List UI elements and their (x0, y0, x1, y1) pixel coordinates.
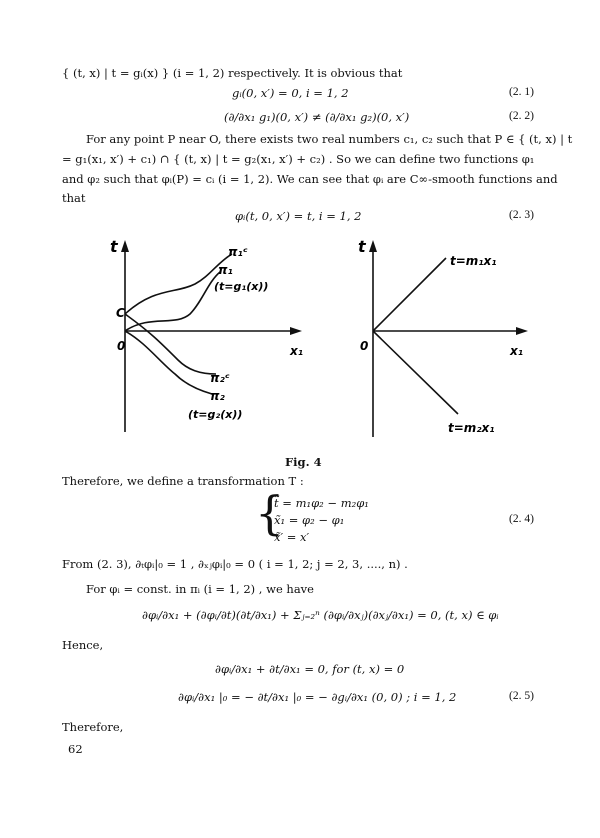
curve-pi2c (125, 314, 216, 374)
page-number: 62 (68, 742, 83, 756)
equation-number-2-1: (2. 1) (509, 86, 534, 98)
paragraph-line: = g₁(x₁, x′) + c₁) ∩ { (t, x) | t = g₂(x₁, x′) + c₂) . So we can define two functions φ₁ (62, 152, 535, 166)
right-plot (358, 237, 528, 437)
equation-number-2-3: (2. 3) (509, 209, 534, 221)
equation-number-2-5: (2. 5) (509, 690, 534, 702)
curve-pi2 (125, 331, 212, 394)
equation-number-2-4: (2. 4) (509, 513, 534, 525)
pi2c-label: π₂ᶜ (210, 371, 230, 385)
paragraph-therefore: Therefore, (62, 720, 124, 734)
left-axis-label-t: t (110, 237, 118, 256)
left-origin-label: 0 (117, 339, 126, 353)
left-plot (110, 237, 303, 432)
right-x-axis-arrow (516, 327, 528, 335)
line-m1-label: t=m₁x₁ (450, 254, 497, 268)
paragraph-line: For any point P near O, there exists two real numbers c₁, c₂ such that P ∈ { (t, x) | t (86, 132, 573, 146)
pi2-equation-label: (t=g₂(x)) (188, 408, 243, 421)
paragraph-line: and φ₂ such that φᵢ(P) = cᵢ (i = 1, 2). We can see that φᵢ are C∞-smooth functions and (62, 172, 558, 186)
figure-caption: Fig. 4 (285, 455, 322, 469)
left-x-axis-arrow (290, 327, 302, 335)
line-m2 (373, 331, 458, 414)
equation-2-3: φᵢ(t, 0, x′) = t, i = 1, 2 (235, 209, 362, 223)
transform-line-3: x̃′ = x′ (274, 530, 310, 544)
equation-sum: ∂φᵢ/∂x₁ + (∂φᵢ/∂t)(∂t/∂x₁) + Σⱼ₌₂ⁿ (∂φᵢ/∂xⱼ)(∂xⱼ/∂x₁) = 0, (t, x) ∈ φᵢ (142, 608, 499, 622)
paragraph-hence: Hence, (62, 638, 104, 652)
pi1-label: π₁ (218, 263, 233, 277)
transform-line-1: t̃ = m₁φ₂ − m₂φ₁ (274, 496, 369, 510)
c-label: C (116, 306, 125, 320)
pi1c-label: π₁ᶜ (228, 245, 248, 259)
line-m2-label: t=m₂x₁ (448, 421, 495, 435)
figure-4 (60, 232, 540, 442)
paragraph-transformation: Therefore, we define a transformation T : (62, 474, 304, 488)
system-brace: { (255, 486, 285, 540)
equation-2-5: ∂φᵢ/∂x₁ |₀ = − ∂t/∂x₁ |₀ = − ∂gᵢ/∂x₁ (0, 0) ; i = 1, 2 (178, 690, 457, 704)
line-m1 (373, 258, 446, 331)
transform-line-2: x̃₁ = φ₂ − φ₁ (274, 513, 345, 527)
paragraph-line: that (62, 191, 86, 205)
equation-number-2-2: (2. 2) (509, 110, 534, 122)
curve-pi1 (125, 272, 220, 331)
pi2-label: π₂ (210, 389, 225, 403)
paragraph-from-2-3: From (2. 3), ∂ₜφᵢ|₀ = 1 , ∂ₓⱼφᵢ|₀ = 0 ( i = 1, 2; j = 2, 3, ...., n) . (62, 557, 408, 571)
equation-2-1: gᵢ(0, x′) = 0, i = 1, 2 (232, 86, 349, 100)
right-axis-label-t: t (358, 237, 366, 256)
right-axis-label-x: x₁ (510, 344, 523, 358)
left-axis-label-x: x₁ (290, 344, 303, 358)
equation-2-2: (∂/∂x₁ g₁)(0, x′) ≠ (∂/∂x₁ g₂)(0, x′) (224, 110, 410, 124)
paragraph-intro: { (t, x) | t = gᵢ(x) } (i = 1, 2) respectively. It is obvious that (62, 66, 403, 80)
left-t-axis-arrow (121, 240, 129, 252)
paragraph-const: For φᵢ = const. in πᵢ (i = 1, 2) , we have (86, 582, 314, 596)
right-t-axis-arrow (369, 240, 377, 252)
pi1-equation-label: (t=g₁(x)) (214, 280, 269, 293)
right-origin-label: 0 (360, 339, 369, 353)
equation-hence: ∂φᵢ/∂x₁ + ∂t/∂x₁ = 0, for (t, x) = 0 (215, 662, 405, 676)
